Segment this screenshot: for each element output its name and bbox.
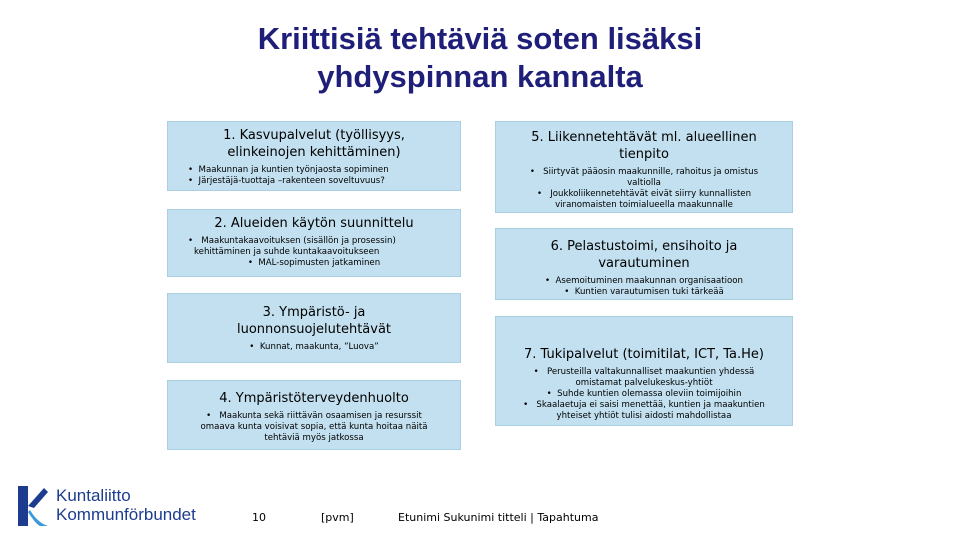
slide-title-line-2: yhdyspinnan kannalta [317,59,643,94]
kuntaliitto-logo-text [56,486,196,524]
footer-presenter: Etunimi Sukunimi titteli | Tapahtuma [398,511,599,524]
logo-line-1: Kuntaliitto [56,486,131,505]
bullet-item: • Perusteilla valtakunnalliset maakuntien yhdessä omistamat palvelukeskus-yhtiöt [502,367,786,389]
bullet-item: • Joukkoliikennetehtävät eivät siirry kunnallisten viranomaisten toimialueella maakunnalle [502,189,786,211]
box-heading: 3. Ympäristö- ja [262,305,366,320]
box-heading: 1. Kasvupalvelut (työllisyys, [223,128,405,143]
box-heading: 6. Pelastustoimi, ensihoito ja [550,239,738,254]
box-heading: tienpito [619,147,669,162]
bullet-item: • Skaalaetuja ei saisi menettää, kuntien ja maakuntien yhteiset yhtiöt tulisi aidosti mahdollistaa [502,400,786,422]
footer-date: [pvm] [321,511,354,524]
bullet-item: • Kuntien varautumisen tuki tärkeää [502,287,786,298]
bullet-item: • Maakunnan ja kuntien työnjaosta sopiminen [174,165,454,176]
box-ymparistoterveydenhuolto [167,380,461,450]
bullet-item: • Siirtyvät pääosin maakunnille, rahoitus ja omistus valtiolla [502,167,786,189]
bullet-item: • Asemoituminen maakunnan organisaatioon [502,276,786,287]
box-kasvupalvelut [167,121,461,191]
slide-title-line-1: Kriittisiä tehtäviä soten lisäksi [257,21,703,56]
bullet-list [168,342,460,353]
box-alueiden-kaytto [167,209,461,277]
bullet-item: • Kunnat, maakunta, ”Luova” [174,342,454,353]
bullet-item: • Maakuntakaavoituksen (sisällön ja prosessin) kehittäminen ja suhde kuntakaavoitukseen [174,236,454,258]
bullet-list [168,236,460,269]
bullet-list [496,367,792,422]
box-liikennetehtavat [495,121,793,213]
box-ymparisto [167,293,461,363]
bullet-list [168,165,460,187]
box-heading: 7. Tukipalvelut (toimitilat, ICT, Ta.He) [524,347,764,362]
box-heading: elinkeinojen kehittäminen) [227,145,401,160]
box-pelastustoimi [495,228,793,300]
bullet-item: • Suhde kuntien olemassa oleviin toimijoihin [502,389,786,400]
kuntaliitto-logo-icon [14,484,50,528]
box-heading: 5. Liikennetehtävät ml. alueellinen [531,130,757,145]
bullet-item: • Maakunta sekä riittävän osaamisen ja resurssit omaava kunta voisivat sopia, että kunta hoitaa näitä tehtäviä myös jatkossa [174,411,454,444]
box-heading: varautuminen [598,256,690,271]
bullet-item: • MAL-sopimusten jatkaminen [174,258,454,269]
kuntaliitto-logo [14,484,194,530]
bullet-list [168,411,460,444]
logo-line-2: Kommunförbundet [56,505,196,524]
footer-page-number: 10 [252,511,266,524]
box-tukipalvelut [495,316,793,426]
bullet-item: • Järjestäjä-tuottaja –rakenteen soveltuvuus? [174,176,454,187]
box-heading: 4. Ympäristöterveydenhuolto [219,391,409,406]
box-heading: 2. Alueiden käytön suunnittelu [214,216,414,231]
bullet-list [496,167,792,211]
bullet-list [496,276,792,298]
slide-title [180,20,780,96]
box-heading: luonnonsuojelutehtävät [236,322,392,337]
